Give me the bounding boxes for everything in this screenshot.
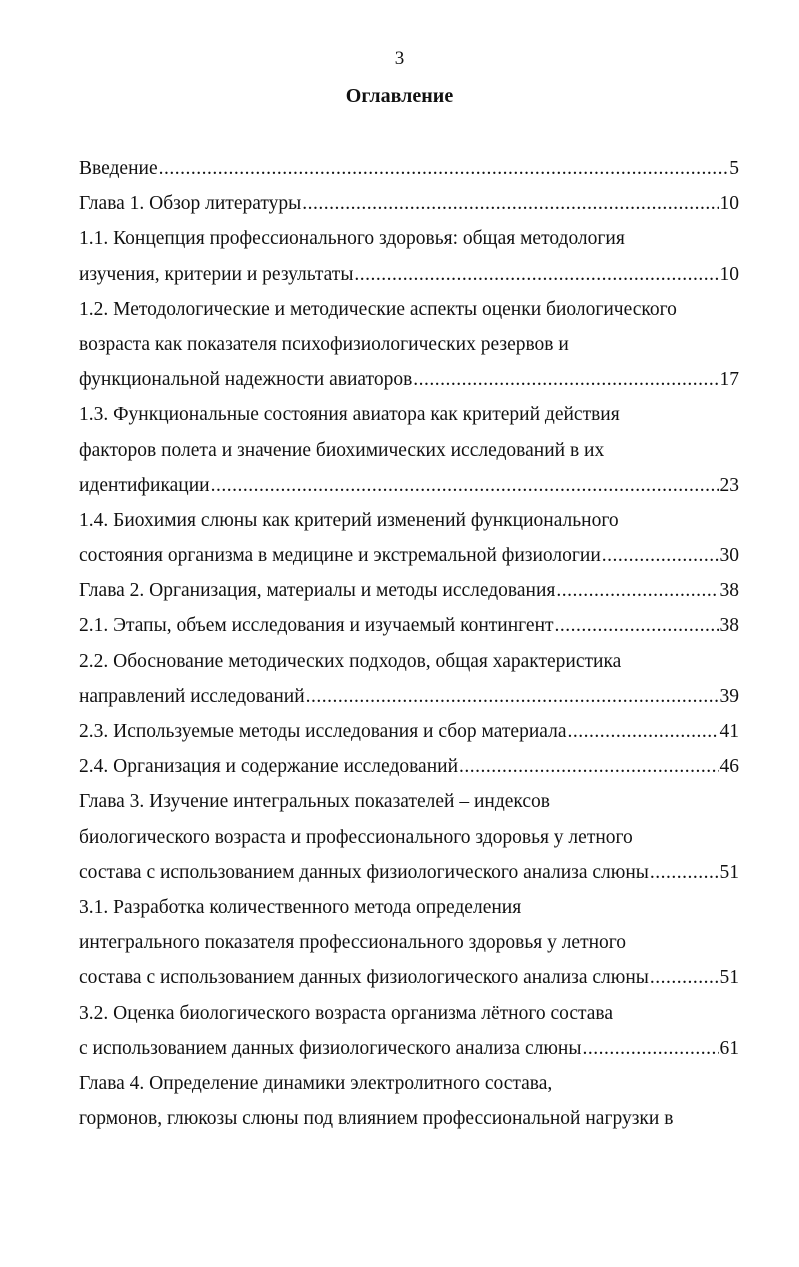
toc-entry[interactable] — [79, 186, 739, 221]
toc-page-number: 51 — [719, 861, 739, 883]
toc-entry-line: факторов полета и значение биохимических исследований в их — [79, 439, 605, 461]
dot-leader — [650, 960, 719, 995]
toc-entry-line: гормонов, глюкозы слюны под влиянием профессиональной нагрузки в — [79, 1108, 674, 1130]
dot-leader — [306, 679, 719, 714]
toc-entry-line: биологического возраста и профессионального здоровья у летного — [79, 826, 633, 848]
toc-entry[interactable] — [79, 397, 739, 503]
dot-leader — [650, 855, 719, 890]
toc-page-number: 51 — [719, 967, 739, 989]
dot-leader — [582, 1031, 718, 1066]
dot-leader — [159, 151, 729, 186]
toc-entry-title: 2.1. Этапы, объем исследования и изучаемый контингент — [79, 615, 554, 637]
toc-page-number: 41 — [719, 721, 739, 742]
dot-leader — [602, 538, 719, 573]
toc-entry-title: состава с использованием данных физиологического анализа слюны — [79, 861, 649, 883]
toc-page-number: 23 — [719, 474, 739, 496]
toc-entry-line: Глава 3. Изучение интегральных показателей – индексов — [79, 791, 550, 813]
toc-entry-line: интегрального показателя профессионального здоровья у летного — [79, 932, 627, 954]
toc-entry-line: 1.1. Концепция профессионального здоровья: общая методология — [79, 228, 625, 250]
toc-entry[interactable] — [79, 749, 739, 784]
toc-entry-title: Глава 1. Обзор литературы — [79, 193, 302, 215]
toc-entry[interactable] — [79, 608, 739, 643]
toc-page-number: 17 — [719, 369, 739, 391]
dot-leader — [211, 468, 719, 503]
dot-leader — [556, 573, 718, 608]
toc-entry-title: 2.3. Используемые методы исследования и сбор материала — [79, 721, 567, 742]
toc-entry-line: 2.2. Обоснование методических подходов, общая характеристика — [79, 650, 622, 672]
toc-page-number: 30 — [719, 545, 739, 567]
toc-entry-title: функциональной надежности авиаторов — [79, 369, 413, 391]
toc-page-number: 61 — [719, 1037, 739, 1059]
toc-entry-title: изучения, критерии и результаты — [79, 263, 354, 285]
page-title: Оглавление — [345, 85, 454, 107]
toc-entry-title: состояния организма в медицине и экстремальной физиологии — [79, 545, 601, 567]
dot-leader — [459, 749, 718, 784]
toc-entry-line: 3.2. Оценка биологического возраста организма лётного состава — [79, 1002, 614, 1024]
toc-entry-title: идентификации — [79, 474, 210, 496]
toc-page-number: 10 — [719, 193, 739, 215]
toc-entry-title: состава с использованием данных физиологического анализа слюны — [79, 967, 649, 989]
toc-page-number: 5 — [729, 158, 739, 179]
toc-entry[interactable] — [79, 292, 739, 398]
table-of-contents — [79, 151, 739, 1136]
toc-page-number: 38 — [719, 580, 739, 602]
toc-entry[interactable] — [79, 503, 739, 573]
page-number: 3 — [394, 48, 405, 69]
toc-entry-line: 3.1. Разработка количественного метода определения — [79, 896, 522, 918]
dot-leader — [302, 186, 718, 221]
dot-leader — [567, 714, 718, 749]
dot-leader — [354, 257, 718, 292]
toc-entry-title: направлений исследований — [79, 685, 305, 707]
toc-entry-title: с использованием данных физиологического анализа слюны — [79, 1037, 582, 1059]
toc-entry[interactable] — [79, 644, 739, 714]
toc-entry-line: 1.3. Функциональные состояния авиатора как критерий действия — [79, 404, 620, 426]
toc-entry-line: 1.2. Методологические и методические аспекты оценки биологического — [79, 298, 677, 320]
toc-page-number: 46 — [719, 756, 739, 778]
dot-leader — [555, 608, 719, 643]
toc-entry[interactable] — [79, 784, 739, 890]
toc-entry[interactable] — [79, 1066, 739, 1136]
dot-leader — [413, 362, 718, 397]
toc-entry-title: 2.4. Организация и содержание исследований — [79, 756, 459, 778]
toc-entry-line: возраста как показателя психофизиологических резервов и — [79, 333, 569, 355]
toc-entry[interactable] — [79, 996, 739, 1066]
toc-entry-title: Глава 2. Организация, материалы и методы исследования — [79, 580, 556, 602]
toc-entry-title: Введение — [79, 158, 158, 179]
toc-entry-line: 1.4. Биохимия слюны как критерий изменений функционального — [79, 509, 619, 531]
toc-page-number: 38 — [719, 615, 739, 637]
toc-page-number: 10 — [719, 263, 739, 285]
toc-entry[interactable] — [79, 151, 739, 186]
toc-entry[interactable] — [79, 890, 739, 996]
toc-entry[interactable] — [79, 573, 739, 608]
toc-entry[interactable] — [79, 221, 739, 291]
toc-entry-line: Глава 4. Определение динамики электролитного состава, — [79, 1072, 553, 1094]
toc-entry[interactable] — [79, 714, 739, 749]
toc-page-number: 39 — [719, 685, 739, 707]
